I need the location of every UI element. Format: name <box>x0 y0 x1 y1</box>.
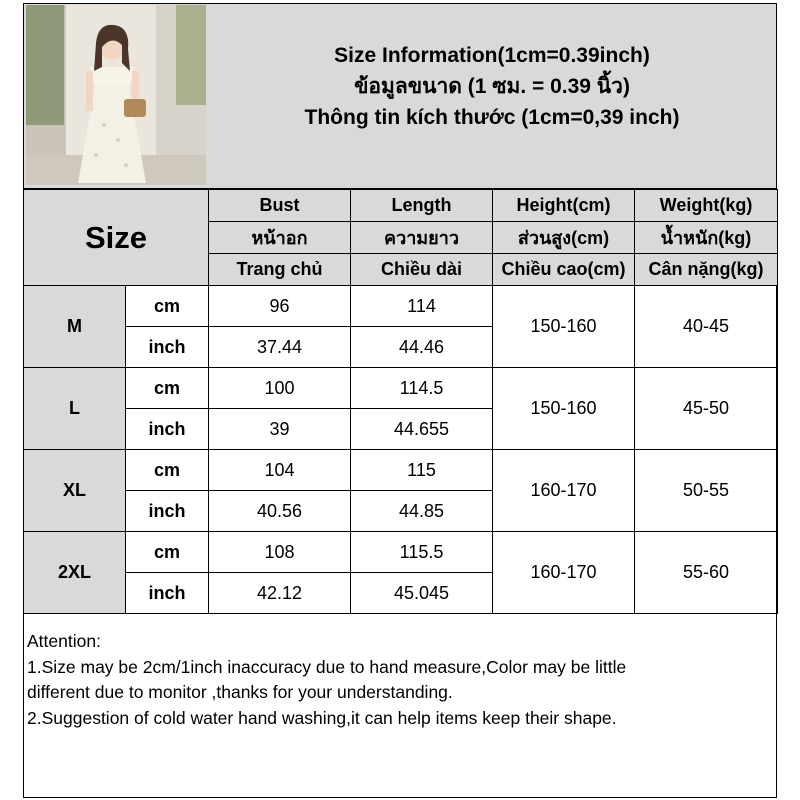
weight-range: 55-60 <box>635 532 778 614</box>
attention-line-3: 2.Suggestion of cold water hand washing,it can help items keep their shape. <box>27 707 617 728</box>
title-vietnamese: Thông tin kích thước (1cm=0,39 inch) <box>304 106 680 129</box>
col-length-en: Length <box>351 190 493 222</box>
col-bust-en: Bust <box>209 190 351 222</box>
unit-inch: inch <box>126 573 209 614</box>
length-inch: 44.85 <box>351 491 493 532</box>
height-range: 150-160 <box>493 286 635 368</box>
length-inch: 45.045 <box>351 573 493 614</box>
table-row <box>24 450 778 491</box>
unit-cm: cm <box>126 532 209 573</box>
header-row-en <box>24 190 778 222</box>
size-info-title <box>208 40 776 133</box>
col-weight-vi: Cân nặng(kg) <box>635 254 778 286</box>
bust-cm: 96 <box>209 286 351 327</box>
size-label: 2XL <box>24 532 126 614</box>
col-bust-vi: Trang chủ <box>209 254 351 286</box>
length-inch: 44.46 <box>351 327 493 368</box>
length-cm: 115 <box>351 450 493 491</box>
table-row <box>24 286 778 327</box>
col-height-en: Height(cm) <box>493 190 635 222</box>
height-range: 150-160 <box>493 368 635 450</box>
attention-notes <box>27 629 772 731</box>
col-weight-en: Weight(kg) <box>635 190 778 222</box>
weight-range: 45-50 <box>635 368 778 450</box>
col-length-th: ความยาว <box>351 222 493 254</box>
col-height-th: ส่วนสูง(cm) <box>493 222 635 254</box>
product-photo <box>26 5 206 185</box>
bust-inch: 42.12 <box>209 573 351 614</box>
col-weight-th: น้ำหนัก(kg) <box>635 222 778 254</box>
unit-cm: cm <box>126 286 209 327</box>
bust-inch: 37.44 <box>209 327 351 368</box>
size-label: L <box>24 368 126 450</box>
length-inch: 44.655 <box>351 409 493 450</box>
attention-line-2: different due to monitor ,thanks for your understanding. <box>27 682 453 702</box>
weight-range: 40-45 <box>635 286 778 368</box>
attention-heading: Attention: <box>27 631 101 651</box>
col-length-vi: Chiều dài <box>351 254 493 286</box>
col-height-vi: Chiều cao(cm) <box>493 254 635 286</box>
unit-inch: inch <box>126 491 209 532</box>
unit-inch: inch <box>126 327 209 368</box>
bust-cm: 104 <box>209 450 351 491</box>
size-label: XL <box>24 450 126 532</box>
bust-cm: 108 <box>209 532 351 573</box>
height-range: 160-170 <box>493 450 635 532</box>
length-cm: 115.5 <box>351 532 493 573</box>
col-bust-th: หน้าอก <box>209 222 351 254</box>
size-header: Size <box>24 190 209 286</box>
unit-inch: inch <box>126 409 209 450</box>
length-cm: 114 <box>351 286 493 327</box>
unit-cm: cm <box>126 368 209 409</box>
attention-line-1: 1.Size may be 2cm/1inch inaccuracy due to hand measure,Color may be little <box>27 656 627 677</box>
title-thai: ข้อมูลขนาด (1 ซม. = 0.39 นิ้ว) <box>354 75 630 98</box>
size-label: M <box>24 286 126 368</box>
bust-inch: 39 <box>209 409 351 450</box>
bust-inch: 40.56 <box>209 491 351 532</box>
weight-range: 50-55 <box>635 450 778 532</box>
height-range: 160-170 <box>493 532 635 614</box>
model-photo-illustration <box>26 5 206 185</box>
table-row <box>24 368 778 409</box>
title-english: Size Information(1cm=0.39inch) <box>334 44 650 67</box>
length-cm: 114.5 <box>351 368 493 409</box>
unit-cm: cm <box>126 450 209 491</box>
size-table <box>23 189 778 614</box>
bust-cm: 100 <box>209 368 351 409</box>
table-row <box>24 532 778 573</box>
